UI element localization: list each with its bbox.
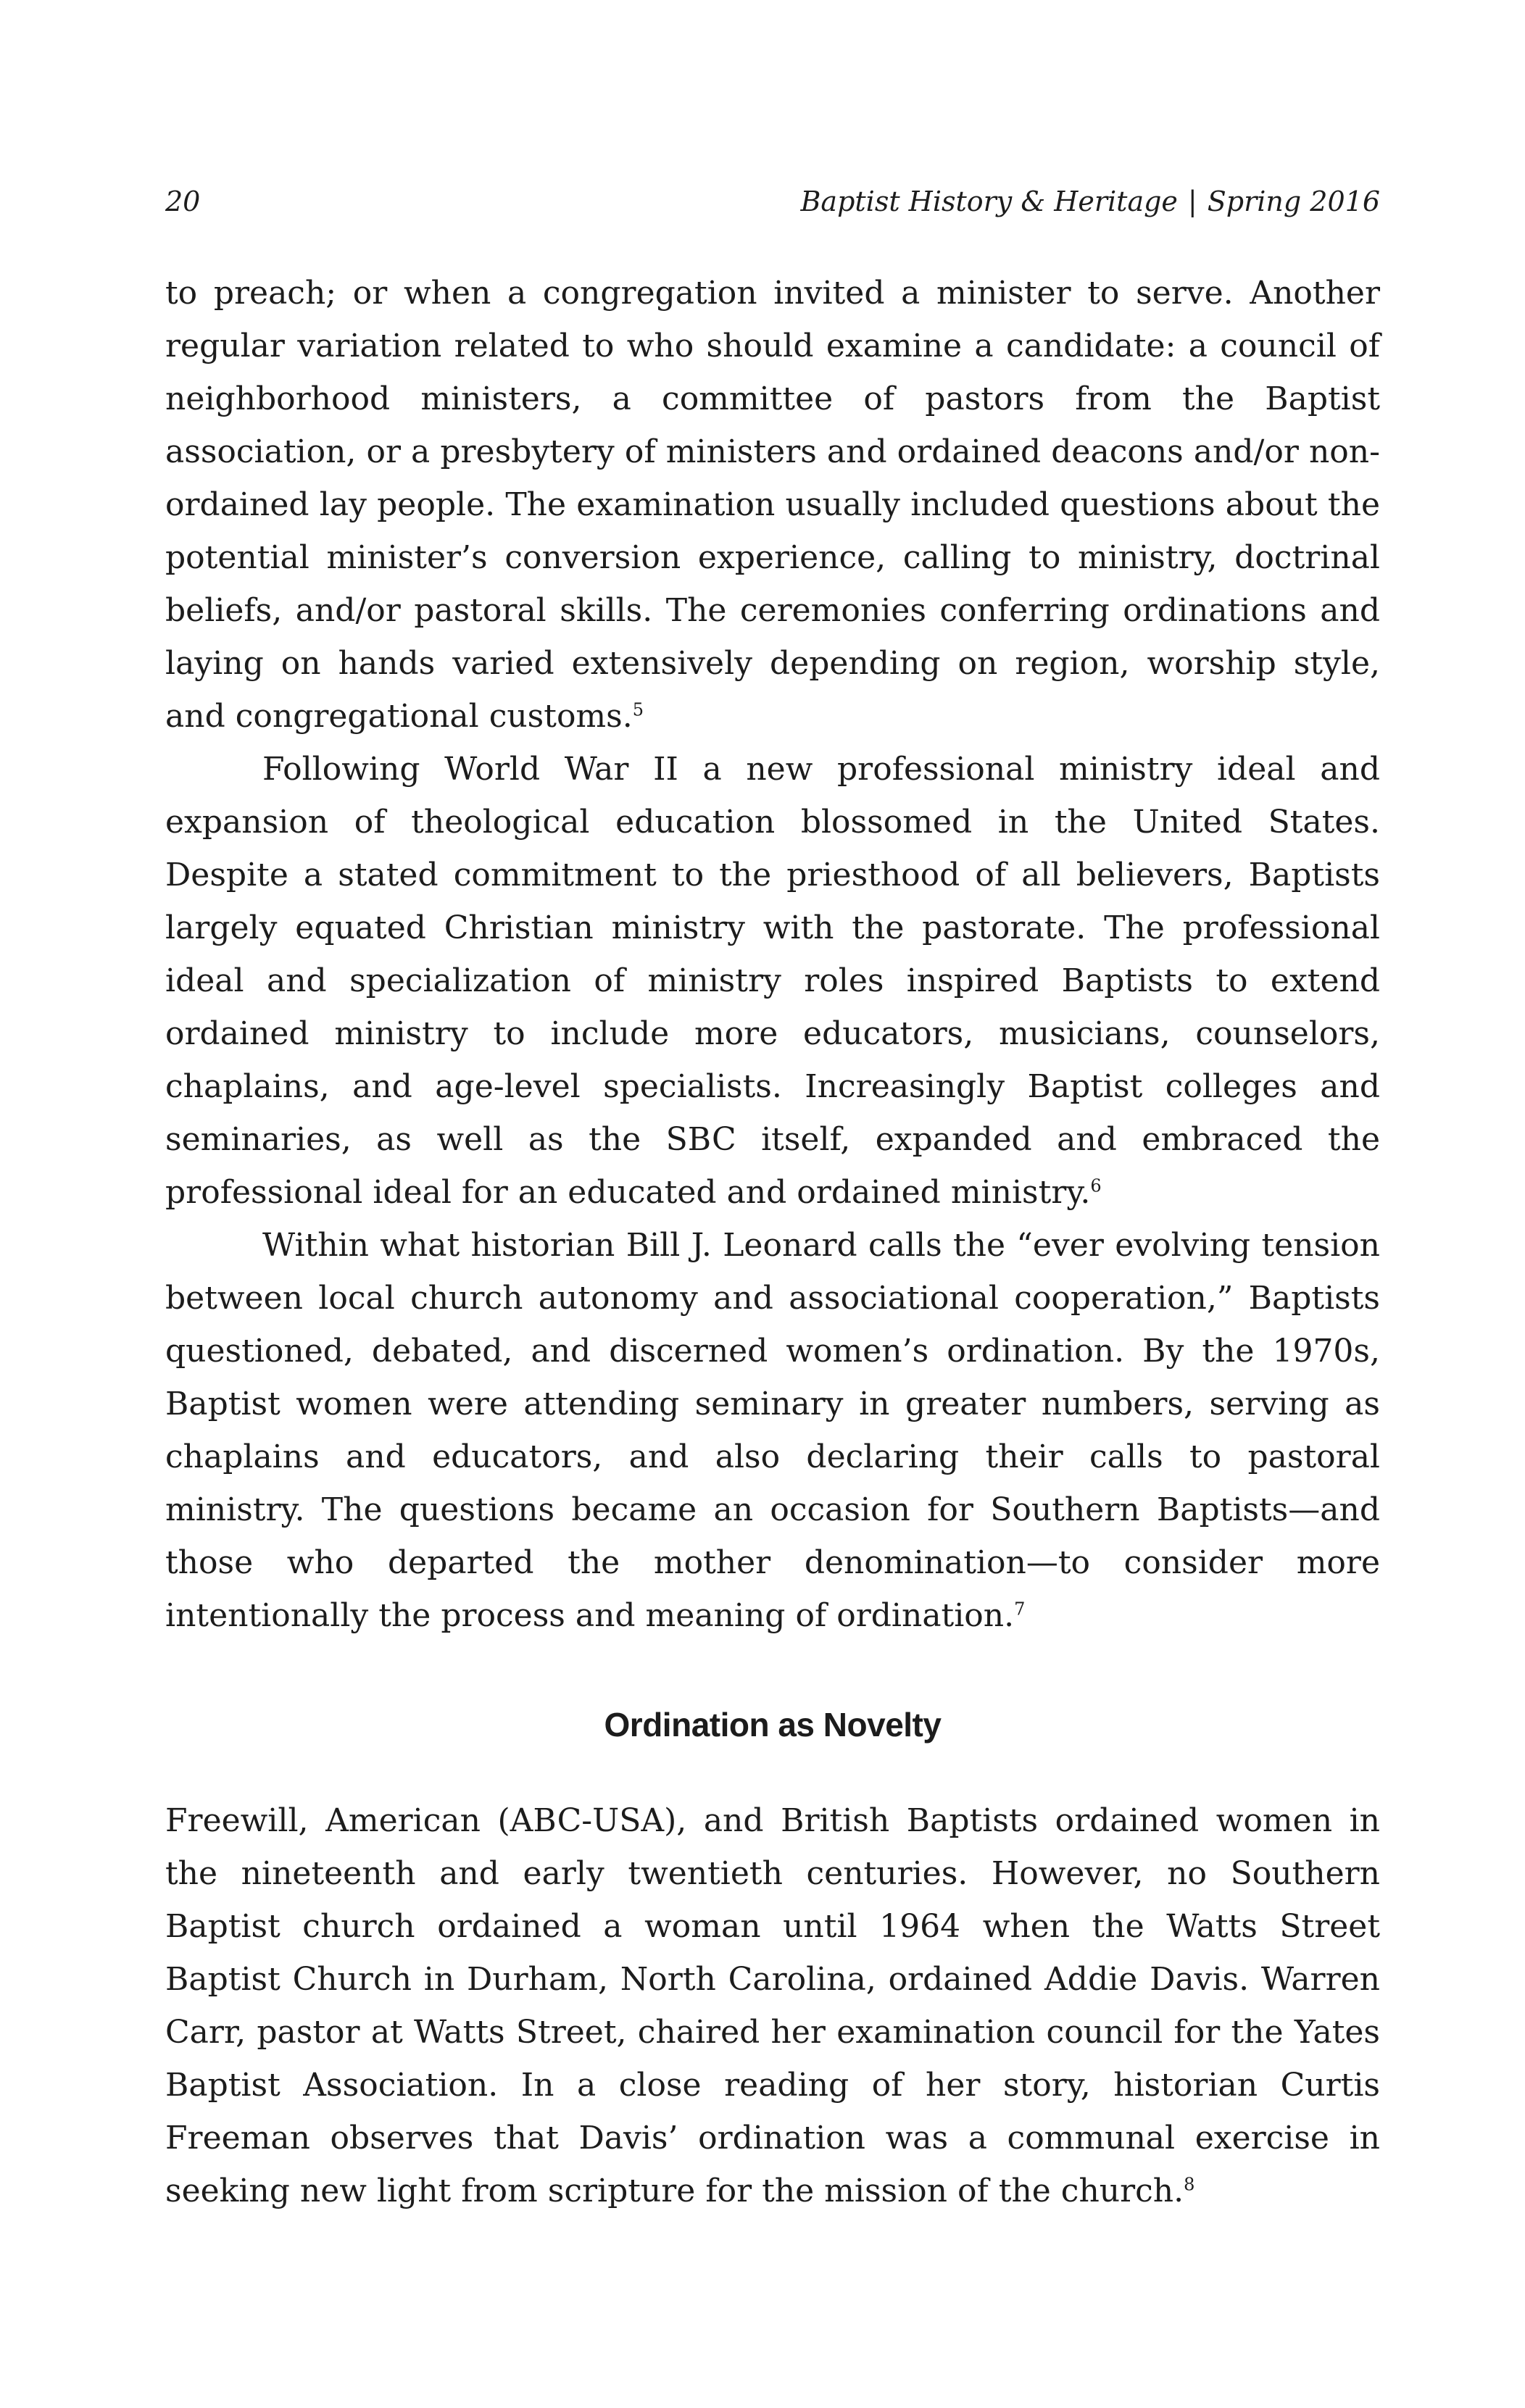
section-heading: Ordination as Novelty (604, 1706, 942, 1743)
paragraph-text: to preach; or when a congregation invited a minister to serve. Another regular variation related to who should examine a candidate: a council of neighborhood ministers, a committee of pastors from the Baptist association, or a presbytery of ministers and ordained deacons and/or non-ordained lay people. The examination usually included questions about the potential minister’s conversion experience, calling to ministry, doctrinal beliefs, and/or pastoral skills. The ceremonies conferring ordinations and laying on hands varied extensively depending on region, worship style, and congregational customs. (165, 275, 1380, 735)
journal-issue-line (801, 180, 1381, 223)
paragraph-continued (165, 267, 1380, 743)
section-paragraph (165, 1794, 1380, 2217)
running-head (165, 180, 1380, 223)
paragraph (165, 1219, 1380, 1642)
footnote-ref[interactable]: 8 (1184, 2174, 1195, 2195)
article-body (165, 267, 1380, 2217)
paragraph-text: Freewill, American (ABC-USA), and British Baptists ordained women in the nineteenth and early twentieth centuries. However, no Southern Baptist church ordained a woman until 1964 when the Watts Street Baptist Church in Durham, North Carolina, ordained Addie Davis. Warren Carr, pastor at Watts Street, chaired her examination council for the Yates Baptist Association. In a close reading of her story, historian Curtis Freeman observes that Davis’ ordination was a communal exercise in seeking new light from scripture for the mission of the church. (165, 1802, 1380, 2209)
paragraph (165, 743, 1380, 1219)
journal-title: Baptist History & Heritage (800, 186, 1178, 217)
page-number: 20 (165, 186, 201, 217)
issue-label: Spring 2016 (1207, 186, 1380, 217)
footnote-ref[interactable]: 7 (1014, 1599, 1026, 1620)
header-separator: | (1187, 186, 1197, 217)
footnote-ref[interactable]: 6 (1090, 1175, 1102, 1196)
footnote-ref[interactable]: 5 (632, 699, 644, 720)
paragraph-text: Within what historian Bill J. Leonard calls the “ever evolving tension between local church autonomy and associational cooperation,” Baptists questioned, debated, and discerned women’s ordination. By the 1970s, Baptist women were attending seminary in greater numbers, serving as chaplains and educators, and also declaring their calls to pastoral ministry. The questions became an occasion for Southern Baptists—and those who departed the mother denomination—to consider more intentionally the process and meaning of ordination. (165, 1227, 1380, 1634)
paragraph-text: Following World War II a new professional ministry ideal and expansion of theological education blossomed in the United States. Despite a stated commitment to the priesthood of all believers, Baptists largely equated Christian ministry with the pastorate. The professional ideal and specialization of ministry roles inspired Baptists to extend ordained ministry to include more educators, musicians, counselors, chaplains, and age-level specialists. Increasingly Baptist colleges and seminaries, as well as the SBC itself, expanded and embraced the professional ideal for an educated and ordained ministry. (165, 751, 1380, 1211)
